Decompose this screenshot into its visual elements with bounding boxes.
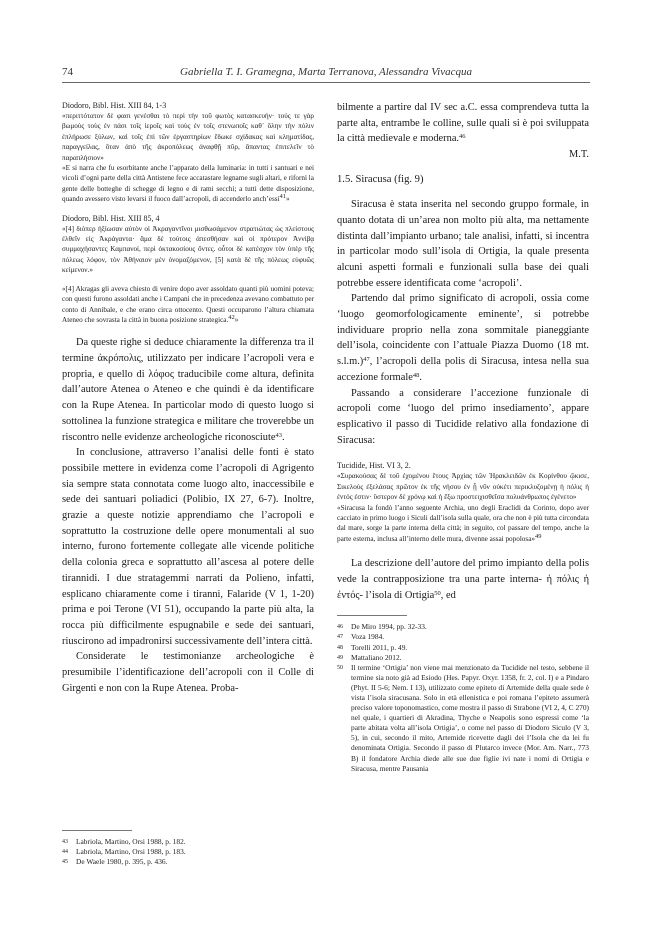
footnote-rule [337, 615, 407, 616]
footnote-ref[interactable]: 41 [279, 193, 287, 201]
source-quote-diodoro-84 [62, 100, 314, 205]
paragraph: bilmente a partire dal IV sec a.C. essa comprendeva tutta la parte alta, entrambe le colline, sulle quali si è poi sviluppata la città medievale e moderna.$^{46}$ [337, 102, 589, 145]
source-reference: Tucidide, Hist. VI 3, 2. [337, 461, 411, 471]
body-text-right-bottom [337, 556, 589, 603]
footnote-ref[interactable]: 47 [363, 356, 370, 364]
footnote: 45 De Waele 1980, p. 395, p. 436. [62, 857, 168, 867]
footnote-ref[interactable]: 48 [412, 371, 420, 379]
italian-translation: «E si narra che fu esorbitante anche l’apparato della luminaria: in tutti i santuari e nei vicoli d’ogni parte della città Antistene fece accatastare legname sugli altari, e rifornì la gente delle botteghe di schegge di legno e di rami secchi; a tutti dette disposizione, quando avessero visto levarsi il fuoco dall’acropoli, di accenderlo anch’essi$^{41}$» [62, 164, 314, 204]
source-reference: Diodoro, Bibl. Hist. XIII 85, 4 [62, 213, 160, 223]
footnote: 44 Labriola, Martino, Orsi 1988, p. 183. [62, 847, 186, 857]
footnote-ref[interactable]: 46 [459, 133, 466, 141]
source-quote-diodoro-85 [62, 213, 314, 326]
greek-quote: «[4] διόπερ ἠξίωσαν αὐτὸν οἱ Ἀκραγαντῖνοι μισθωσάμενον στρατιώτας ὡς πλείστους ἐλθεῖν εἰς Ἀκράγαντα· ἅμα δὲ τούτοις ἀπεσθήσαν καὶ οἱ πρότερον Ἀννίβᾳ συμμαχήσαντες Καμπανοί, περὶ ὀκτακοσίους ὄντες. οὗτοι δὲ κατέσχον τὸν ὑπὲρ τῆς πόλεως λόφον, τὸν Ἀθήναιον μὲν ὀνομαζόμενον, [5] κατὰ δὲ τῆς πόλεως εὐφυῶς κείμενον.» [62, 224, 314, 275]
footnote: 46 De Miro 1994, pp. 32-33. [337, 622, 427, 632]
paragraph: Partendo dal primo significato di acropoli, ossia come ‘luogo geomorfologicamente eminente’, si potrebbe individuare proprio nella zona sommitale pianeggiante dell’isola, coincidente con l’attuale Piazza Duomo (18 mt. s.l.m.)$^{47}$, l’acropoli della polis di Siracusa, intesa nella sua accezione formale$^{48}$. [337, 293, 589, 383]
body-text-left [62, 335, 314, 696]
body-text-right-top [337, 100, 589, 147]
greek-quote: «περιττότατον δὲ φασι γενέσθαι τὸ περὶ τὴν τοῦ φωτὸς κατασκευήν· τούς τε γὰρ βωμοὺς τοὺς ἐν πάσι τοῖς ἱεροῖς καὶ τοὺς ἐν τοῖς στενωποῖς καθ᾽ ὅλην τὴν πόλιν ἐπλήρωσε ξύλων, καὶ τοῖς ἐπὶ τῶν ἐργαστηρίων ἔδωκε σχίδακας καὶ κληματίδας, παραγγείλας, ὅταν ἀπὸ τῆς ἀκροπόλεως ἀναφθῇ πῦρ, ἅπαντας ἐπιτελεῖν τὸ παραπλήσιον» [62, 112, 314, 162]
paragraph: Da queste righe si deduce chiaramente la differenza tra il termine ἀκρόπολις, utilizzato per indicare l’acropoli vera e propria, e quello di λόφος traducibile come altura, definita dall’autore Atenea o Ateneo e che quindi è da identificare con la Rupe Atenea. In particolar modo di questo luogo si sottolinea la funzione strategica e militare che troverebbe un riscontro nelle evidenze archeologiche riconosciute$^{43}$. [62, 337, 314, 443]
left-column [62, 100, 314, 867]
footnote: 48 Torelli 2011, p. 49. [337, 642, 408, 652]
source-reference: Diodoro, Bibl. Hist. XIII 84, 1-3 [62, 101, 167, 110]
footnote: 43 Labriola, Martino, Orsi 1988, p. 182. [62, 837, 186, 846]
italian-translation: «[4] Akragas gli aveva chiesto di venire dopo aver assoldato quanti più uomini poteva; con questi furono assoldati anche i Campani che in precedenza avevano combattuto per conto di Annibale, e che erano circa ottocento. Questi occuparono l’altura chiamata Ateneo che sovrasta la città in buona posizione strategica.$^{42}$» [62, 284, 314, 324]
running-authors: Gabriella T. I. Gramegna, Marta Terranova, Alessandra Vivacqua [180, 66, 472, 78]
page-number: 74 [62, 66, 73, 78]
footnote: 50 Il termine ‘Ortigia’ non viene mai menzionato da Tucidide nel testo, sebbene il termine sia noto già ad Esiodo (Hes. Papyr. Oxyr. 1358, fr. 2, col. I) e a Pindaro (Phyt. II 5-6; Nem. I 13), utilizzato come epiteto di Artemide della quale sede è vista l’isola siracusana. Solo in età ellenistica e poi romana l’epiteto assumerà preciso valore toponomastico, come mostra il passo di Strabone (VI 2, 4, C 270) nel quale, i quartieri di Akradina, Thyche e Neapolis sono espressi come ‘la parte abitata volta all’isola Ortigia’, o come nel passo di Diodoro Siculo (V 3, 5), in cui, secondo il mito, Artemide ricevette dagli dei l’Isola che da lei fu denominata Ortigia. Secondo il passo di Plutarco invece (Mor. Am. Narr., 773 B) il fondatore Archia diede alle sue due figlie ivi nate i nomi di Ortigia e Siracusa, mentre Pausania [337, 662, 589, 773]
footnotes-right [337, 615, 589, 773]
author-signature: M.T. [568, 149, 589, 161]
footnote: 47 Voza 1984. [337, 632, 385, 642]
footnote-ref[interactable]: 42 [228, 313, 235, 321]
section-heading: 1.5. Siracusa (fig. 9) [337, 174, 424, 186]
paragraph: La descrizione dell’autore del primo impianto della polis vede la contrapposizione tra una parte interna- ἡ πόλις ἡ ἐντός- l’isola di Ortigia$^{50}$, ed [337, 558, 589, 601]
footnote: 49 Mattaliano 2012. [337, 652, 402, 662]
paragraph: Siracusa è stata inserita nel secondo gruppo formale, in quanto dotata di un’area non molto più alta, ma nettamente distinta dall’impianto urbano; tale analisi, infatti, si incentra in particolar modo sull’isola di Ortigia, la quale presenta alcuni aspetti formali e funzionali sulla base dei quali potrebbe essere identificata come ‘acropoli’. [337, 199, 589, 289]
header-rule [62, 82, 590, 83]
footnotes-left [62, 830, 314, 867]
footnote-ref[interactable]: 43 [275, 431, 282, 439]
source-quote-tucidide [337, 460, 589, 544]
paragraph: Passando a considerare l’accezione funzionale di acropoli come ‘luogo del primo insediamento’, appare esplicativo il passo di Tucidide relativo alla fondazione di Siracusa: [337, 387, 589, 446]
paragraph: In conclusione, attraverso l’analisi delle fonti è stato possibile mettere in evidenza come l’acropoli di Agrigento sia sempre stata connotata come luogo alto, inaccessibile e sede dei santuari poliadici (Polibio, IX 27, 6-7). Inoltre, grazie a queste notizie apprendiamo che l’acropoli e soprattutto la costruzione delle opere monumentali al suo interno, furono fortemente collegate alle vicende politiche della colonia greca e soprattutto all’ascesa al potere delle tirannidi. I due stratagemmi narrati da Polieno, infatti, esplicano chiaramente come i tiranni, Falaride (V 1, 1-20) prima e poi Terone (VI 51), occupando la parte più alta, la rocca più difficilmente espugnabile e sede dei santuari, riuscirono ad impadronirsi successivamente dell’intera città. [62, 447, 314, 647]
footnote-rule [62, 830, 132, 831]
right-column [337, 100, 589, 774]
italian-translation: «Siracusa la fondò l’anno seguente Archia, uno degli Eraclidi da Corinto, dopo aver cacciato in primo luogo i Siculi dall’isola sulla quale, ora che non è più tutta circondata dal mare, sorge la parte interna della città; in seguito, col passare del tempo, anche la parte esterna, inclusa all’interno delle mura, divenne assai popolosa»$^{49}$ [337, 503, 589, 543]
footnote-ref[interactable]: 49 [535, 532, 542, 540]
body-text-right [337, 197, 589, 448]
paragraph: Considerate le testimonianze archeologiche è presumibile l’identificazione dell’acropoli con il Colle di Girgenti e non con la Rupe Atenea. Proba- [62, 651, 314, 694]
footnote-ref[interactable]: 50 [434, 589, 441, 597]
greek-quote: «Συρακούσας δὲ τοῦ ἐχομένου ἔτους Ἀρχίας τῶν Ἡρακλειδῶν ἐκ Κορίνθου ᾤκισε, Σικελοὺς ἐξελάσας πρῶτον ἐκ τῆς νήσου ἐν ᾗ νῦν οὐκέτι περικλυζομένῃ ἡ πόλις ἡ ἐντός ἐστιν· ὕστερον δὲ χρόνῳ καὶ ἡ ἔξω προστειχισθεῖσα πολυάνθρωπος ἐγένετο» [337, 472, 589, 502]
